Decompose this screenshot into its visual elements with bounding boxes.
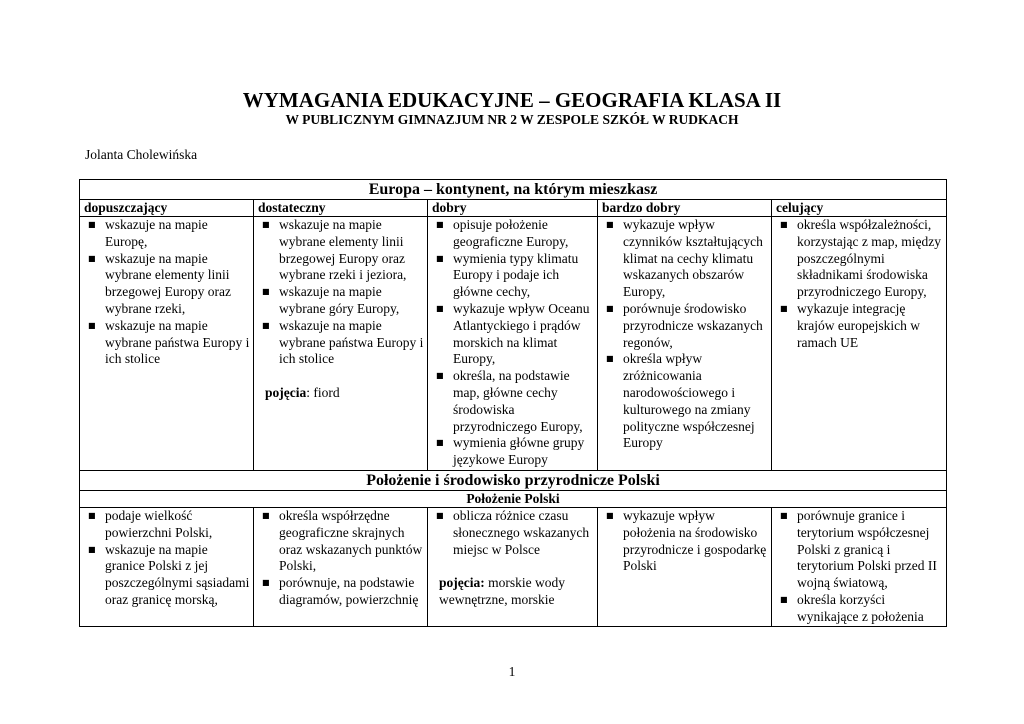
concepts-note (257, 385, 424, 402)
requirement-item: ■ wskazuje na mapie wybrane państwa Europy i ich stolice (83, 318, 250, 368)
concepts-note (431, 575, 594, 609)
requirement-list (83, 508, 250, 609)
table-cell (428, 217, 598, 471)
requirement-item: ■ porównuje środowisko przyrodnicze wskazanych regonów, (601, 301, 768, 351)
requirement-list (431, 508, 594, 558)
page-number: 1 (508, 664, 516, 679)
table-cell (80, 217, 254, 471)
requirement-item: ■ wskazuje na mapie granice Polski z jej poszczególnymi sąsiadami oraz granicę morską, (83, 542, 250, 609)
table-cell (598, 217, 772, 471)
requirement-item: ■ wykazuje integrację krajów europejskich w ramach UE (775, 301, 943, 351)
requirement-item: ■ wymienia główne grupy językowe Europy (431, 435, 594, 469)
column-header: dobry (428, 200, 598, 217)
requirement-item: ■ wskazuje na mapie Europę, (83, 217, 250, 251)
column-header: bardzo dobry (598, 200, 772, 217)
table-cell (80, 508, 254, 627)
requirement-item: ■ oblicza różnice czasu słonecznego wskazanych miejsc w Polsce (431, 508, 594, 558)
table-cell (254, 217, 428, 471)
section-title-europe: Europa – kontynent, na którym mieszkasz (80, 180, 947, 200)
requirement-list (257, 508, 424, 609)
requirement-list (83, 217, 250, 368)
requirement-item: ■ wykazuje wpływ położenia na środowisko przyrodnicze i gospodarkę Polski (601, 508, 768, 575)
requirement-list (431, 217, 594, 469)
table-cell (598, 508, 772, 627)
requirement-item: ■ wskazuje na mapie wybrane góry Europy, (257, 284, 424, 318)
requirement-item: ■ wskazuje na mapie wybrane elementy linii brzegowej Europy oraz wybrane rzeki, (83, 251, 250, 318)
table-cell (428, 508, 598, 627)
document-title: WYMAGANIA EDUKACYJNE – GEOGRAFIA KLASA II (242, 88, 782, 112)
table-row (80, 508, 947, 627)
document-subtitle: W PUBLICZNYM GIMNAZJUM NR 2 W ZESPOLE SZKÓŁ W RUDKACH (285, 112, 739, 127)
concepts-label: pojęcia: (439, 575, 485, 591)
column-header: dostateczny (254, 200, 428, 217)
requirement-item: ■ określa wpływ zróżnicowania narodowościowego i kulturowego na zmiany polityczne współczesnej Europy (601, 351, 768, 452)
column-header: dopuszczający (80, 200, 254, 217)
column-header: celujący (772, 200, 947, 217)
table-cell (772, 508, 947, 627)
author-name: Jolanta Cholewińska (85, 147, 198, 162)
requirement-list (601, 217, 768, 452)
requirement-item: ■ określa korzyści wynikające z położenia (775, 592, 943, 626)
concepts-text: morskie wody wewnętrzne, morskie (439, 575, 565, 607)
requirement-item: ■ określa współrzędne geograficzne skrajnych oraz wskazanych punktów Polski, (257, 508, 424, 575)
requirement-item: ■ wykazuje wpływ Oceanu Atlantyckiego i prądów morskich na klimat Europy, (431, 301, 594, 368)
table-cell (254, 508, 428, 627)
requirement-item: ■ wymienia typy klimatu Europy i podaje ich główne cechy, (431, 251, 594, 301)
requirement-item: ■ porównuje, na podstawie diagramów, powierzchnię (257, 575, 424, 609)
requirement-item: ■ wskazuje na mapie wybrane elementy linii brzegowej Europy oraz wybrane rzeki i jeziora, (257, 217, 424, 284)
requirement-item: ■ wskazuje na mapie wybrane państwa Europy i ich stolice (257, 318, 424, 368)
concepts-label: pojęcia (265, 384, 307, 400)
requirement-item: ■ określa, na podstawie map, główne cechy środowiska przyrodniczego Europy, (431, 368, 594, 435)
table-cell (772, 217, 947, 471)
requirement-list (257, 217, 424, 368)
requirement-item: ■ określa współzależności, korzystając z map, między poszczególnymi składnikami środowiska przyrodniczego Europy, (775, 217, 943, 301)
requirements-table (79, 179, 947, 627)
requirement-item: ■ porównuje granice i terytorium współczesnej Polski z granicą i terytorium Polski przed II wojną światową, (775, 508, 943, 592)
requirement-list (775, 508, 943, 626)
requirement-item: ■ podaje wielkość powierzchni Polski, (83, 508, 250, 542)
requirement-item: ■ wykazuje wpływ czynników kształtujących klimat na cechy klimatu wskazanych obszarów Europy, (601, 217, 768, 301)
table-row (80, 217, 947, 471)
requirement-list (601, 508, 768, 575)
concepts-text: : fiord (306, 384, 340, 400)
subsection-title: Położenie Polski (80, 491, 947, 508)
requirement-item: ■ opisuje położenie geograficzne Europy, (431, 217, 594, 251)
requirement-list (775, 217, 943, 351)
section-title-poland: Położenie i środowisko przyrodnicze Polski (80, 471, 947, 491)
